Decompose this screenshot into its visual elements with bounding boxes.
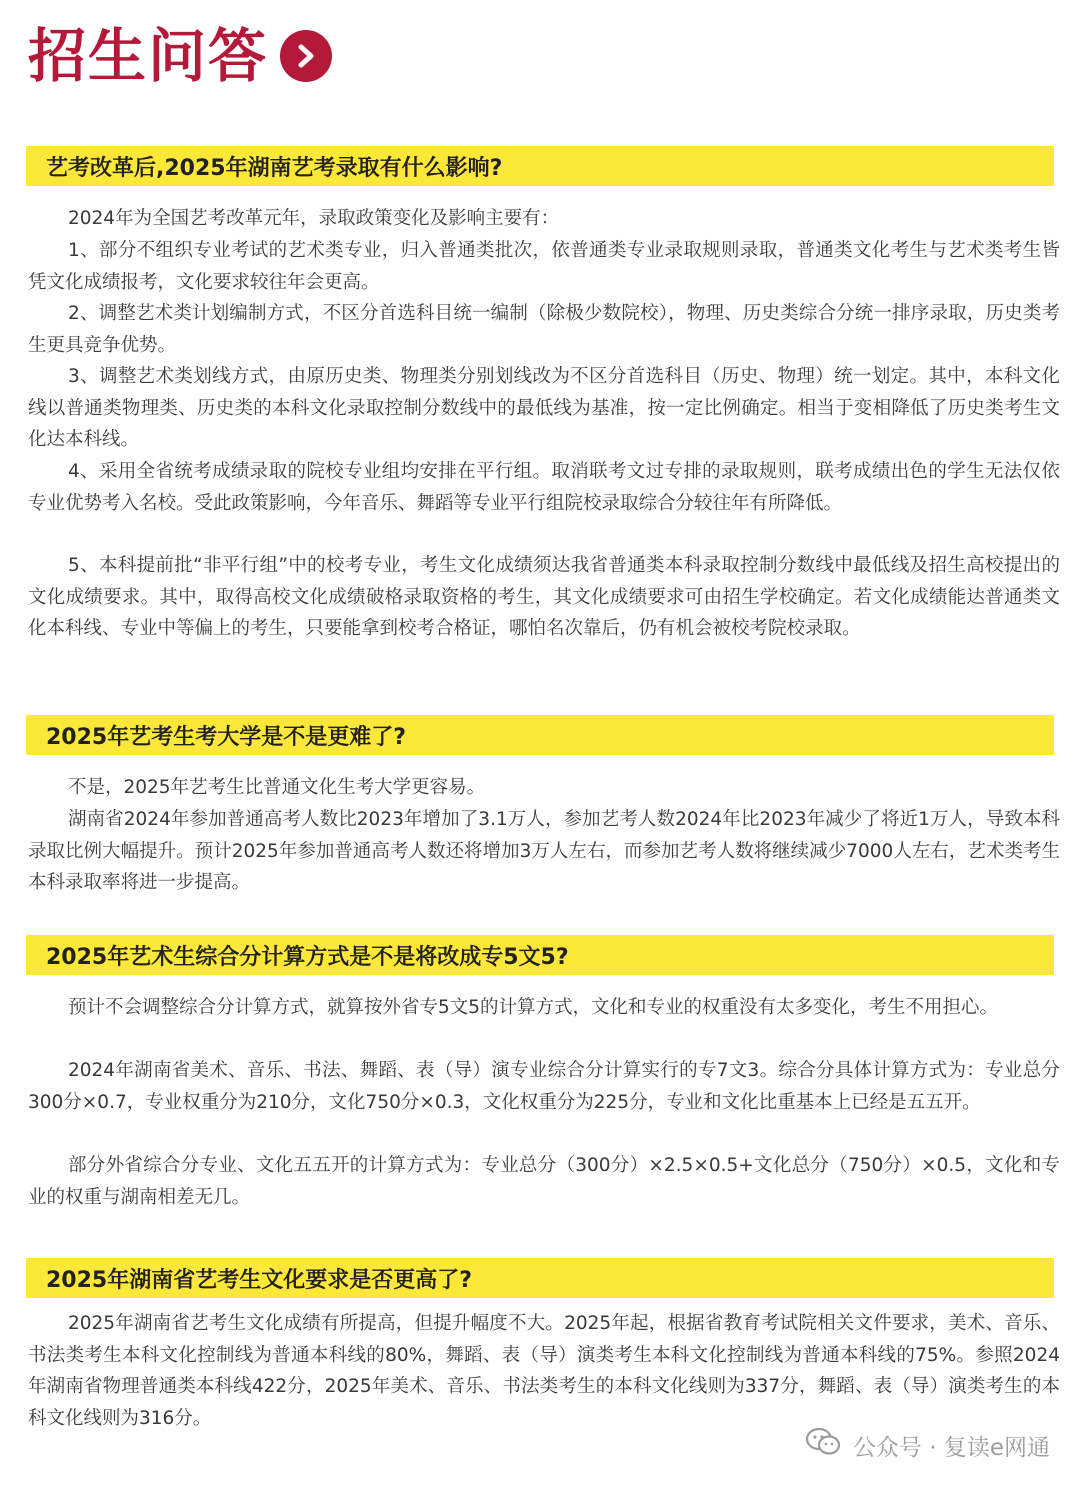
answer-paragraph: 5、本科提前批“非平行组”中的校考专业，考生文化成绩须达我省普通类本科录取控制分数线中最低线及招生高校提出的文化成绩要求。其中，取得高校文化成绩破格录取资格的考生，其文化成绩要求可由招生学校确定。若文化成绩能达普通类文化本科线、专业中等偏上的考生，只要能拿到校考合格证，哪怕名次靠后，仍有机会被校考院校录取。	[28, 555, 1060, 639]
section-heading	[26, 935, 1054, 975]
section-heading-text: 2025年湖南省艺考生文化要求是否更高了?	[46, 1268, 472, 1293]
answer-paragraph: 2025年湖南省艺考生文化成绩有所提高，但提升幅度不大。2025年起，根据省教育考试院相关文件要求，美术、音乐、书法类考生本科文化控制线为普通本科线的80%，舞蹈、表（导）演类考生本科文化控制线为普通本科线的75%。参照2024年湖南省物理普通类本科线422分，2025年美术、音乐、书法类考生的本科文化线则为337分，舞蹈、表（导）演类考生的本科文化线则为316分。	[28, 1313, 1060, 1429]
answer-paragraph: 部分外省综合分专业、文化五五开的计算方式为：专业总分（300分）×2.5×0.5+文化总分（750分）×0.5，文化和专业的权重与湖南相差无几。	[28, 1155, 1060, 1208]
page-title: 招生问答	[28, 22, 269, 90]
page-header	[28, 20, 332, 92]
answer-paragraph: 2024年湖南省美术、音乐、书法、舞蹈、表（导）演专业综合分计算实行的专7文3。综合分具体计算方式为：专业总分300分×0.7，专业权重分为210分，文化750分×0.3，文化权重分为225分，专业和文化比重基本上已经是五五开。	[28, 1060, 1060, 1113]
section-heading	[26, 146, 1054, 186]
section-heading-text: 艺考改革后,2025年湖南艺考录取有什么影响?	[46, 156, 503, 181]
wechat-icon	[805, 1427, 841, 1463]
answer-paragraph: 不是，2025年艺考生比普通文化生考大学更容易。	[68, 777, 486, 798]
watermark-text: 公众号 · 复读e网通	[852, 1434, 1050, 1461]
chevron-right-icon	[280, 30, 332, 82]
answer-paragraph: 1、部分不组织专业考试的艺术类专业，归入普通类批次，依普通类专业录取规则录取，普通类文化考生与艺术类考生皆凭文化成绩报考，文化要求较往年会更高。	[28, 240, 1060, 293]
watermark	[805, 1428, 1050, 1462]
section-heading-text: 2025年艺术生综合分计算方式是不是将改成专5文5?	[46, 945, 569, 970]
answer-paragraph: 湖南省2024年参加普通高考人数比2023年增加了3.1万人，参加艺考人数2024年比2023年减少了将近1万人，导致本科录取比例大幅提升。预计2025年参加普通高考人数还将增加3万人左右，而参加艺考人数将继续减少7000人左右，艺术类考生本科录取率将进一步提高。	[28, 809, 1060, 893]
answer-paragraph: 3、调整艺术类划线方式，由原历史类、物理类分别划线改为不区分首选科目（历史、物理）统一划定。其中，本科文化线以普通类物理类、历史类的本科文化录取控制分数线中的最低线为基准，按一定比例确定。相当于变相降低了历史类考生文化达本科线。	[28, 366, 1060, 450]
section-heading	[26, 1258, 1054, 1298]
section-heading-text: 2025年艺考生考大学是不是更难了?	[46, 725, 406, 750]
answer-paragraph: 预计不会调整综合分计算方式，就算按外省专5文5的计算方式，文化和专业的权重没有太多变化，考生不用担心。	[68, 997, 999, 1018]
answer-paragraph: 4、采用全省统考成绩录取的院校专业组均安排在平行组。取消联考文过专排的录取规则，联考成绩出色的学生无法仅依专业优势考入名校。受此政策影响，今年音乐、舞蹈等专业平行组院校录取综合分较往年有所降低。	[28, 461, 1060, 514]
answer-paragraph: 2、调整艺术类计划编制方式，不区分首选科目统一编制（除极少数院校），物理、历史类综合分统一排序录取，历史类考生更具竞争优势。	[28, 303, 1060, 356]
section-heading	[26, 715, 1054, 755]
answer-paragraph: 2024年为全国艺考改革元年，录取政策变化及影响主要有：	[68, 208, 560, 229]
